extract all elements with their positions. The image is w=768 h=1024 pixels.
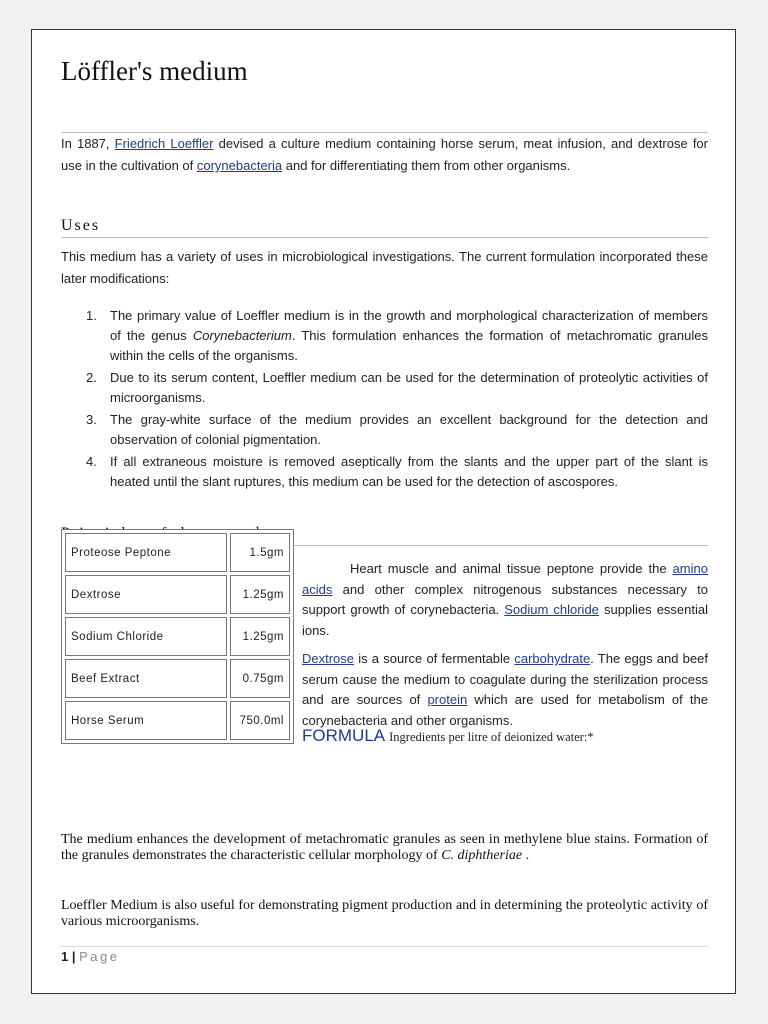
ingredient-name: Proteose Peptone	[65, 533, 227, 572]
list-item	[86, 452, 708, 492]
page-content	[61, 0, 708, 1024]
uses-rule	[61, 237, 708, 238]
table-row	[65, 533, 290, 572]
table-row	[65, 617, 290, 656]
peptone-paragraph	[302, 559, 708, 641]
pigment-paragraph: Loeffler Medium is also useful for demonstrating pigment production and in determining the proteolytic activity of various microorganisms.	[61, 898, 708, 929]
list-text: The gray-white surface of the medium provides an excellent background for the detection and observation of colonial pigmentation.	[110, 412, 708, 447]
species-name: C. diphtheriae	[441, 848, 523, 863]
ingredient-name: Horse Serum	[65, 701, 227, 740]
page-number: 1	[61, 949, 69, 964]
carbohydrate-link[interactable]: carbohydrate	[514, 651, 591, 666]
body-text: which are used for metabolism of the corynebacteria and other organisms.	[302, 692, 708, 728]
ingredient-amount: 750.0ml	[230, 701, 290, 740]
table-row	[65, 575, 290, 614]
list-item	[86, 410, 708, 450]
table-row	[65, 659, 290, 698]
ingredient-name: Dextrose	[65, 575, 227, 614]
uses-list	[86, 306, 708, 494]
body-text: The medium enhances the development of metachromatic granules as seen in methylene blue stains. Formation of the granules demonstrates the characteristic cellular morphology of	[61, 832, 708, 863]
body-text: . The eggs and beef serum cause the medium to coagulate during the sterilization process and are sources of	[302, 651, 708, 707]
footer-rule	[61, 946, 708, 947]
formula-label: FORMULA	[302, 726, 386, 745]
list-text: Due to its serum content, Loeffler medium can be used for the determination of proteolytic activities of microorganisms.	[110, 370, 708, 405]
ingredient-amount: 1.5gm	[230, 533, 290, 572]
ingredient-name: Sodium Chloride	[65, 617, 227, 656]
sodium-chloride-link[interactable]: Sodium chloride	[504, 602, 599, 617]
ingredient-amount: 0.75gm	[230, 659, 290, 698]
list-number: 1.	[86, 308, 97, 323]
list-item	[86, 306, 708, 366]
intro-text: and for differentiating them from other organisms.	[282, 158, 571, 173]
uses-paragraph: This medium has a variety of uses in microbiological investigations. The current formulation incorporated these later modifications:	[61, 249, 708, 286]
list-text: If all extraneous moisture is removed aseptically from the slants and the upper part of the slant is heated until the slant ruptures, this medium can be used for the detection of ascospores.	[110, 454, 708, 489]
intro-text: devised a culture medium containing horse serum, meat infusion, and dextrose for use in the cultivation of	[61, 136, 708, 173]
page-footer	[61, 949, 120, 964]
body-text: .	[522, 848, 530, 863]
formula-line	[302, 726, 594, 746]
protein-link[interactable]: protein	[427, 692, 468, 707]
body-text: supplies essential ions.	[302, 602, 709, 638]
footer-separator: |	[71, 949, 76, 964]
formula-note: Ingredients per litre of deionized water:*	[389, 730, 594, 744]
ingredient-amount: 1.25gm	[230, 575, 290, 614]
body-text: is a source of fermentable	[354, 651, 515, 666]
ingredients-table	[61, 529, 294, 744]
dextrose-paragraph	[302, 649, 708, 731]
ingredient-amount: 1.25gm	[230, 617, 290, 656]
page-title: Löffler's medium	[61, 56, 248, 86]
granules-paragraph	[61, 832, 708, 864]
list-text: The primary value of Loeffler medium is in the growth and morphological characterization of members of the genus	[110, 308, 708, 343]
amino-acids-link[interactable]: amino acids	[302, 561, 708, 597]
table-row	[65, 701, 290, 740]
list-item	[86, 368, 708, 408]
intro-paragraph	[61, 133, 708, 177]
body-text: and other complex nitrogenous substances necessary to support growth of corynebacteria.	[302, 581, 708, 617]
friedrich-loeffler-link[interactable]: Friedrich Loeffler	[114, 136, 214, 151]
dextrose-link[interactable]: Dextrose	[302, 651, 355, 666]
corynebacteria-link[interactable]: corynebacteria	[196, 158, 283, 173]
list-number: 3.	[86, 412, 97, 427]
list-text: . This formulation enhances the formation of metachromatic granules within the cells of the organisms.	[110, 328, 708, 363]
list-number: 2.	[86, 370, 97, 385]
intro-text: In 1887,	[61, 136, 115, 151]
list-number: 4.	[86, 454, 97, 469]
ingredient-name: Beef Extract	[65, 659, 227, 698]
body-text: Heart muscle and animal tissue peptone provide the	[350, 561, 673, 576]
genus-name: Corynebacterium	[192, 328, 292, 343]
uses-heading: Uses	[61, 217, 101, 234]
page-word: Page	[79, 949, 120, 964]
